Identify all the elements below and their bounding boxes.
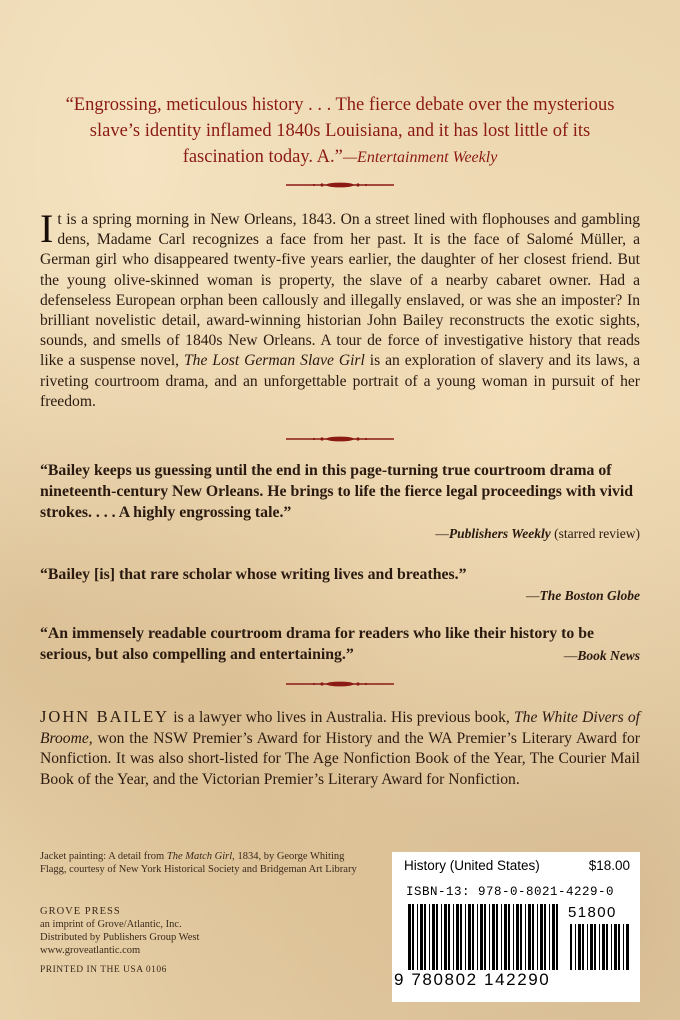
barcode-ean-digits: 9 780802 142290 (394, 970, 551, 989)
barcode-bar (587, 924, 588, 970)
barcode-bar (575, 924, 576, 970)
barcode-price-digits: 51800 (568, 904, 617, 921)
author-bio (40, 707, 640, 790)
barcode-bar (412, 904, 414, 970)
barcode-bar (444, 904, 447, 970)
barcode-bar (556, 904, 558, 970)
barcode-bar (513, 904, 514, 970)
publisher-imprint: an imprint of Grove/Atlantic, Inc. (40, 919, 182, 930)
jacket-credits (40, 850, 360, 876)
painting-title: The Match Girl, (166, 851, 235, 862)
barcode-bar (618, 924, 620, 970)
review-source-name: Book News (577, 648, 640, 663)
top-quote-text: “Engrossing, meticulous history . . . The fierce debate over the mysterious slave’s identity inflamed 1840s Louisiana, and it has lost little of its fascination today. A.” (65, 95, 615, 167)
review-source-suffix: (starred review) (550, 526, 640, 541)
top-quote (60, 92, 620, 171)
barcode-bar (540, 904, 543, 970)
barcode-bar (590, 924, 593, 970)
review-source (40, 523, 640, 544)
barcode-bar (508, 904, 510, 970)
barcode-label (392, 852, 640, 1002)
barcode-bar (492, 904, 495, 970)
barcode-bar (417, 904, 418, 970)
barcode-bar (528, 904, 531, 970)
review-source-dash: — (525, 588, 540, 603)
synopsis-part-2: is an exploration of slavery and its laws, a riveting courtroom drama, and an unforgettable portrait of a young woman in pursuit of her freedom. (40, 352, 640, 410)
barcode-bar (436, 904, 438, 970)
ornamental-divider (286, 180, 394, 190)
barcode-bar (429, 904, 430, 970)
review-source-dash: — (563, 648, 578, 663)
review-text: “An immensely readable courtroom drama for readers who like their history to be serious, but also compelling and entertaining.” (40, 625, 595, 663)
synopsis-paragraph (40, 206, 640, 412)
barcode-bar (606, 924, 608, 970)
review-publishers-weekly (40, 460, 640, 544)
synopsis-part-1: t is a spring morning in New Orleans, 1843. On a street lined with flophouses and gambling dens, Madame Carl recognizes a face from her past. It is the face of Salomé Müller, a German girl who disappeared twenty-five years earlier, the daughter of her closest friend. But the young olive-skinned woman is property, the slave of a nearby cabaret owner. Had a defenseless European orphan been callously and illegally enslaved, or was she an imposter? In brilliant novelistic detail, award-winning historian John Bailey reconstructs the exotic sights, sounds, and smells of 1840s New Orleans. A tour de force of investigative history that reads like a suspense novel, (40, 211, 640, 370)
barcode-bar (532, 904, 534, 970)
barcode-isbn: ISBN-13: 978-0-8021-4229-0 (406, 885, 615, 899)
review-source-name: Publishers Weekly (448, 526, 551, 541)
barcode-bar (582, 924, 584, 970)
barcode-bar (480, 904, 483, 970)
publisher-info (40, 905, 360, 957)
publisher-name: GROVE PRESS (40, 906, 121, 917)
barcode-bar (614, 924, 617, 970)
barcode-bar (552, 904, 555, 970)
review-source-name: The Boston Globe (539, 588, 640, 603)
barcode-bar (549, 904, 550, 970)
barcode-bar (460, 904, 462, 970)
barcode-bar (520, 904, 522, 970)
barcode-bar (453, 904, 454, 970)
barcode-bar (456, 904, 459, 970)
drop-cap: I (40, 206, 54, 251)
ornamental-divider (286, 434, 394, 444)
review-source (40, 585, 640, 606)
barcode-bar (537, 904, 538, 970)
barcode-bar (516, 904, 519, 970)
barcode-bar (504, 904, 507, 970)
barcode-bar (570, 924, 572, 970)
author-bio-part-1: is a lawyer who lives in Australia. His previous book, (169, 709, 514, 726)
publisher-distributor: Distributed by Publishers Group West (40, 932, 200, 943)
barcode-category: History (United States) (404, 858, 540, 873)
review-source-dash: — (435, 526, 449, 541)
barcode-bar (432, 904, 435, 970)
credits-rest: 1834, by George Whiting Flagg, courtesy of New York Historical Society and Bridgeman Art Library (40, 851, 357, 875)
author-bio-part-2: won the NSW Premier’s Award for History and the WA Premier’s Literary Award for Nonfiction. It was also short-listed for The Age Nonfiction Book of the Year, The Courier Mail Book of the Year, and the Victorian Premier’s Literary Award for Nonfiction. (40, 729, 640, 788)
barcode-bar (465, 904, 466, 970)
barcode-bar (602, 924, 605, 970)
top-quote-source: —Entertainment Weekly (342, 149, 498, 166)
review-text: “Bailey keeps us guessing until the end in this page-turning true courtroom drama of nineteenth-century New Orleans. He brings to life the fierce legal proceedings with vivid strokes. . . . A highly engrossing tale.” (40, 462, 634, 521)
barcode-bar (477, 904, 478, 970)
barcode-bar (484, 904, 486, 970)
barcode-bar (472, 904, 474, 970)
barcode-bar (594, 924, 596, 970)
printed-in: PRINTED IN THE USA 0106 (40, 965, 167, 975)
barcode-bar (623, 924, 624, 970)
barcode-bar (496, 904, 498, 970)
publisher-website: www.groveatlantic.com (40, 945, 141, 956)
barcode-bar (489, 904, 490, 970)
previous-book-title: The White Divers of Broome, (40, 709, 640, 747)
barcode-bar (420, 904, 423, 970)
barcode-price: $18.00 (588, 858, 630, 873)
review-boston-globe (40, 564, 640, 606)
barcode-bar (468, 904, 471, 970)
barcode-bar (501, 904, 502, 970)
book-title: The Lost German Slave Girl (184, 352, 365, 370)
review-book-news (40, 623, 640, 666)
barcode-bar (626, 924, 629, 970)
barcode-bar (525, 904, 526, 970)
barcode-bar (611, 924, 612, 970)
barcode-bar (424, 904, 426, 970)
barcode-bar (448, 904, 450, 970)
barcode-bar (578, 924, 581, 970)
barcode-bar (408, 904, 411, 970)
barcode-bar (441, 904, 442, 970)
barcode-bar (599, 924, 600, 970)
barcode-bar (544, 904, 546, 970)
ornamental-divider (286, 679, 394, 689)
author-name: JOHN BAILEY (40, 707, 170, 726)
credits-prefix: Jacket painting: A detail from (40, 851, 167, 862)
review-text: “Bailey [is] that rare scholar whose writing lives and breathes.” (40, 566, 467, 583)
